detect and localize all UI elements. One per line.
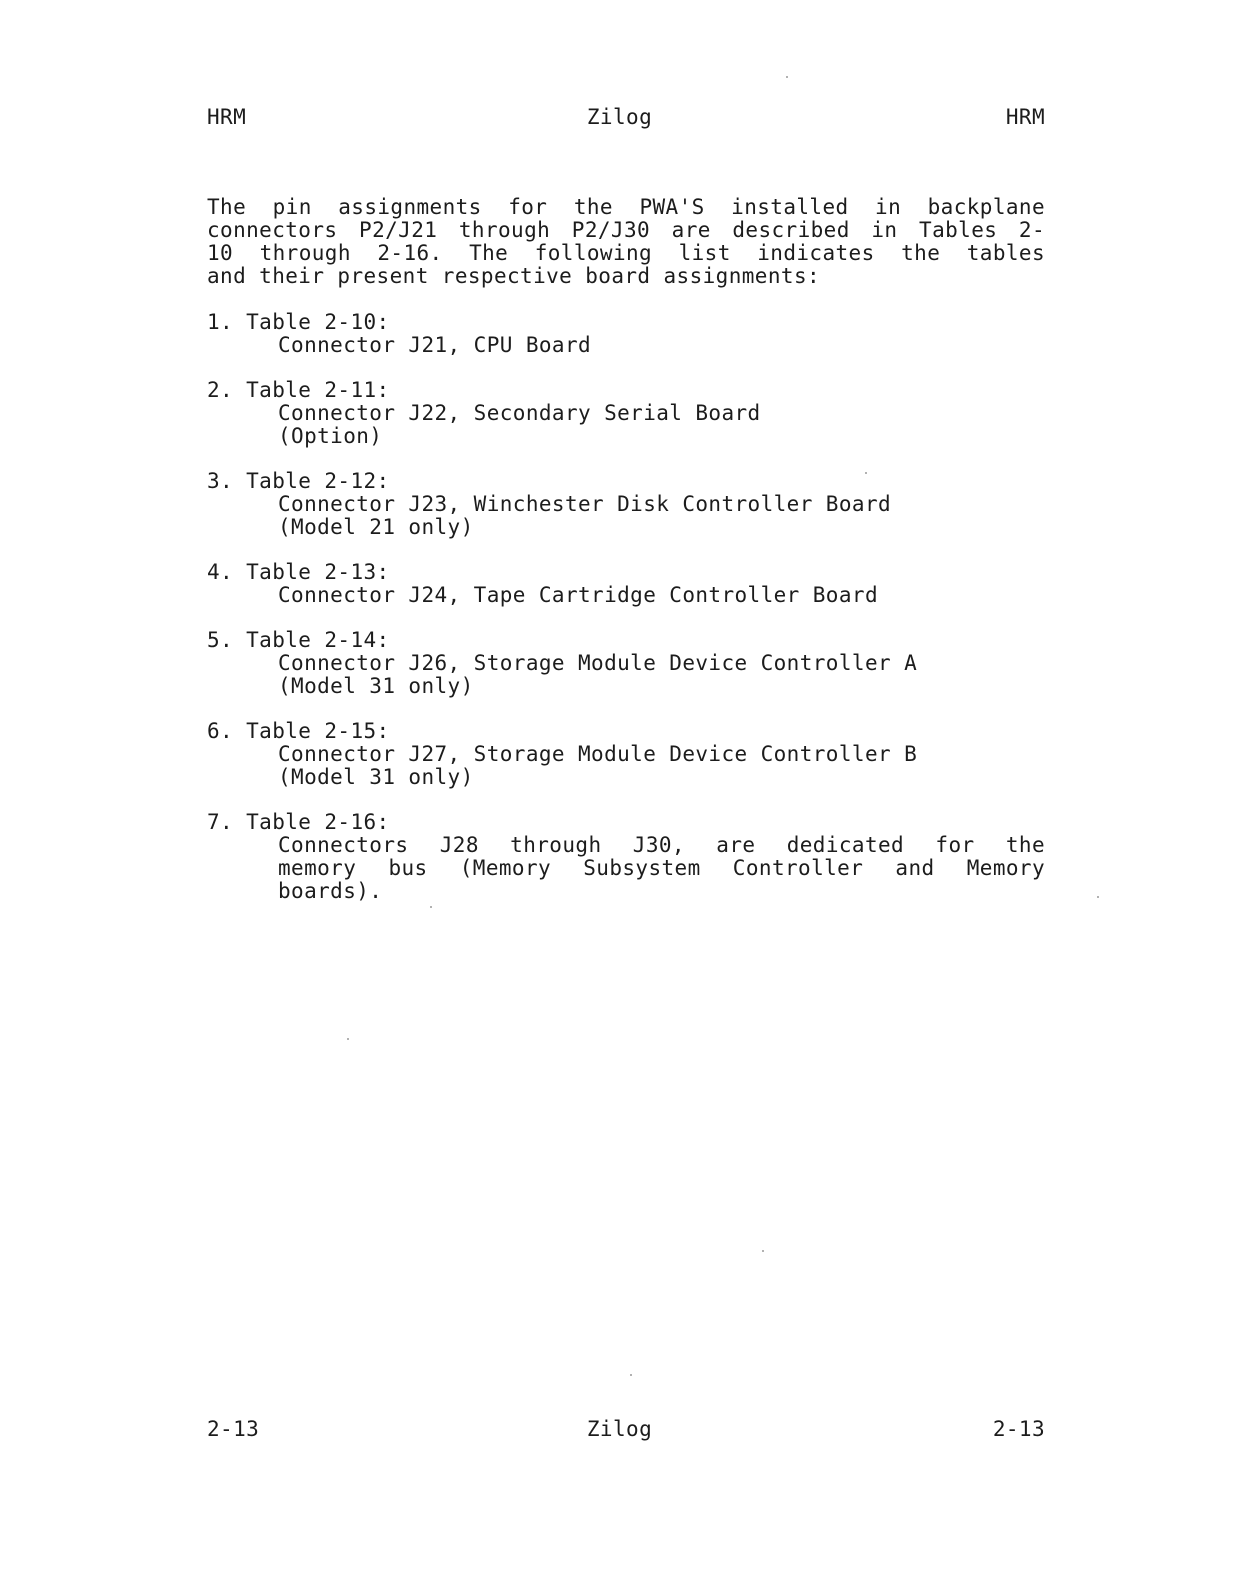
intro-line: 10 through 2-16. The following list indicates the tables <box>207 241 1045 265</box>
scan-speck <box>347 1038 349 1040</box>
list-item <box>207 379 1045 448</box>
list-item <box>207 311 1045 357</box>
list-item <box>207 629 1045 698</box>
list-item-text: boards). <box>278 879 383 903</box>
list-item <box>207 470 1045 539</box>
header-left: HRM <box>207 105 247 129</box>
list-item-text: Connector J23, Winchester Disk Controller Board <box>278 492 892 516</box>
list-item-label: 6. Table 2-15: <box>207 719 390 743</box>
intro-paragraph <box>207 196 1045 288</box>
list-item-text: (Model 21 only) <box>278 515 474 539</box>
footer-center: Zilog <box>586 1417 653 1441</box>
list-item-text: Connector J27, Storage Module Device Controller B <box>278 742 918 766</box>
list-item-text: Connector J26, Storage Module Device Controller A <box>278 651 918 675</box>
list-item <box>207 811 1045 903</box>
list-item-text: Connectors J28 through J30, are dedicated for the <box>278 833 1045 857</box>
list-item-text: Connector J22, Secondary Serial Board <box>278 401 761 425</box>
list-item-text: (Model 31 only) <box>278 674 474 698</box>
table-list <box>207 311 1045 925</box>
intro-line: connectors P2/J21 through P2/J30 are described in Tables 2- <box>207 218 1045 242</box>
list-item-label: 3. Table 2-12: <box>207 469 390 493</box>
list-item-text: (Model 31 only) <box>278 765 474 789</box>
intro-line: and their present respective board assignments: <box>207 264 821 288</box>
scan-speck <box>430 906 432 908</box>
list-item-text: Connector J24, Tape Cartridge Controller Board <box>278 583 878 607</box>
list-item-label: 1. Table 2-10: <box>207 310 390 334</box>
header-center: Zilog <box>586 105 653 129</box>
header-right: HRM <box>1005 105 1045 129</box>
list-item-text: (Option) <box>278 424 383 448</box>
list-item-label: 5. Table 2-14: <box>207 628 390 652</box>
intro-line: The pin assignments for the PWA'S installed in backplane <box>207 195 1045 219</box>
scan-speck <box>762 1250 764 1252</box>
list-item-text: memory bus (Memory Subsystem Controller and Memory <box>278 856 1045 880</box>
scan-speck <box>630 1374 632 1376</box>
list-item <box>207 561 1045 607</box>
list-item-label: 7. Table 2-16: <box>207 810 390 834</box>
list-item-label: 4. Table 2-13: <box>207 560 390 584</box>
scan-speck <box>865 472 867 474</box>
list-item <box>207 720 1045 789</box>
list-item-text: Connector J21, CPU Board <box>278 333 592 357</box>
scan-speck <box>1097 896 1099 898</box>
list-item-label: 2. Table 2-11: <box>207 378 390 402</box>
footer-left: 2-13 <box>207 1417 260 1441</box>
footer-right: 2-13 <box>992 1417 1045 1441</box>
scan-speck <box>786 76 788 78</box>
